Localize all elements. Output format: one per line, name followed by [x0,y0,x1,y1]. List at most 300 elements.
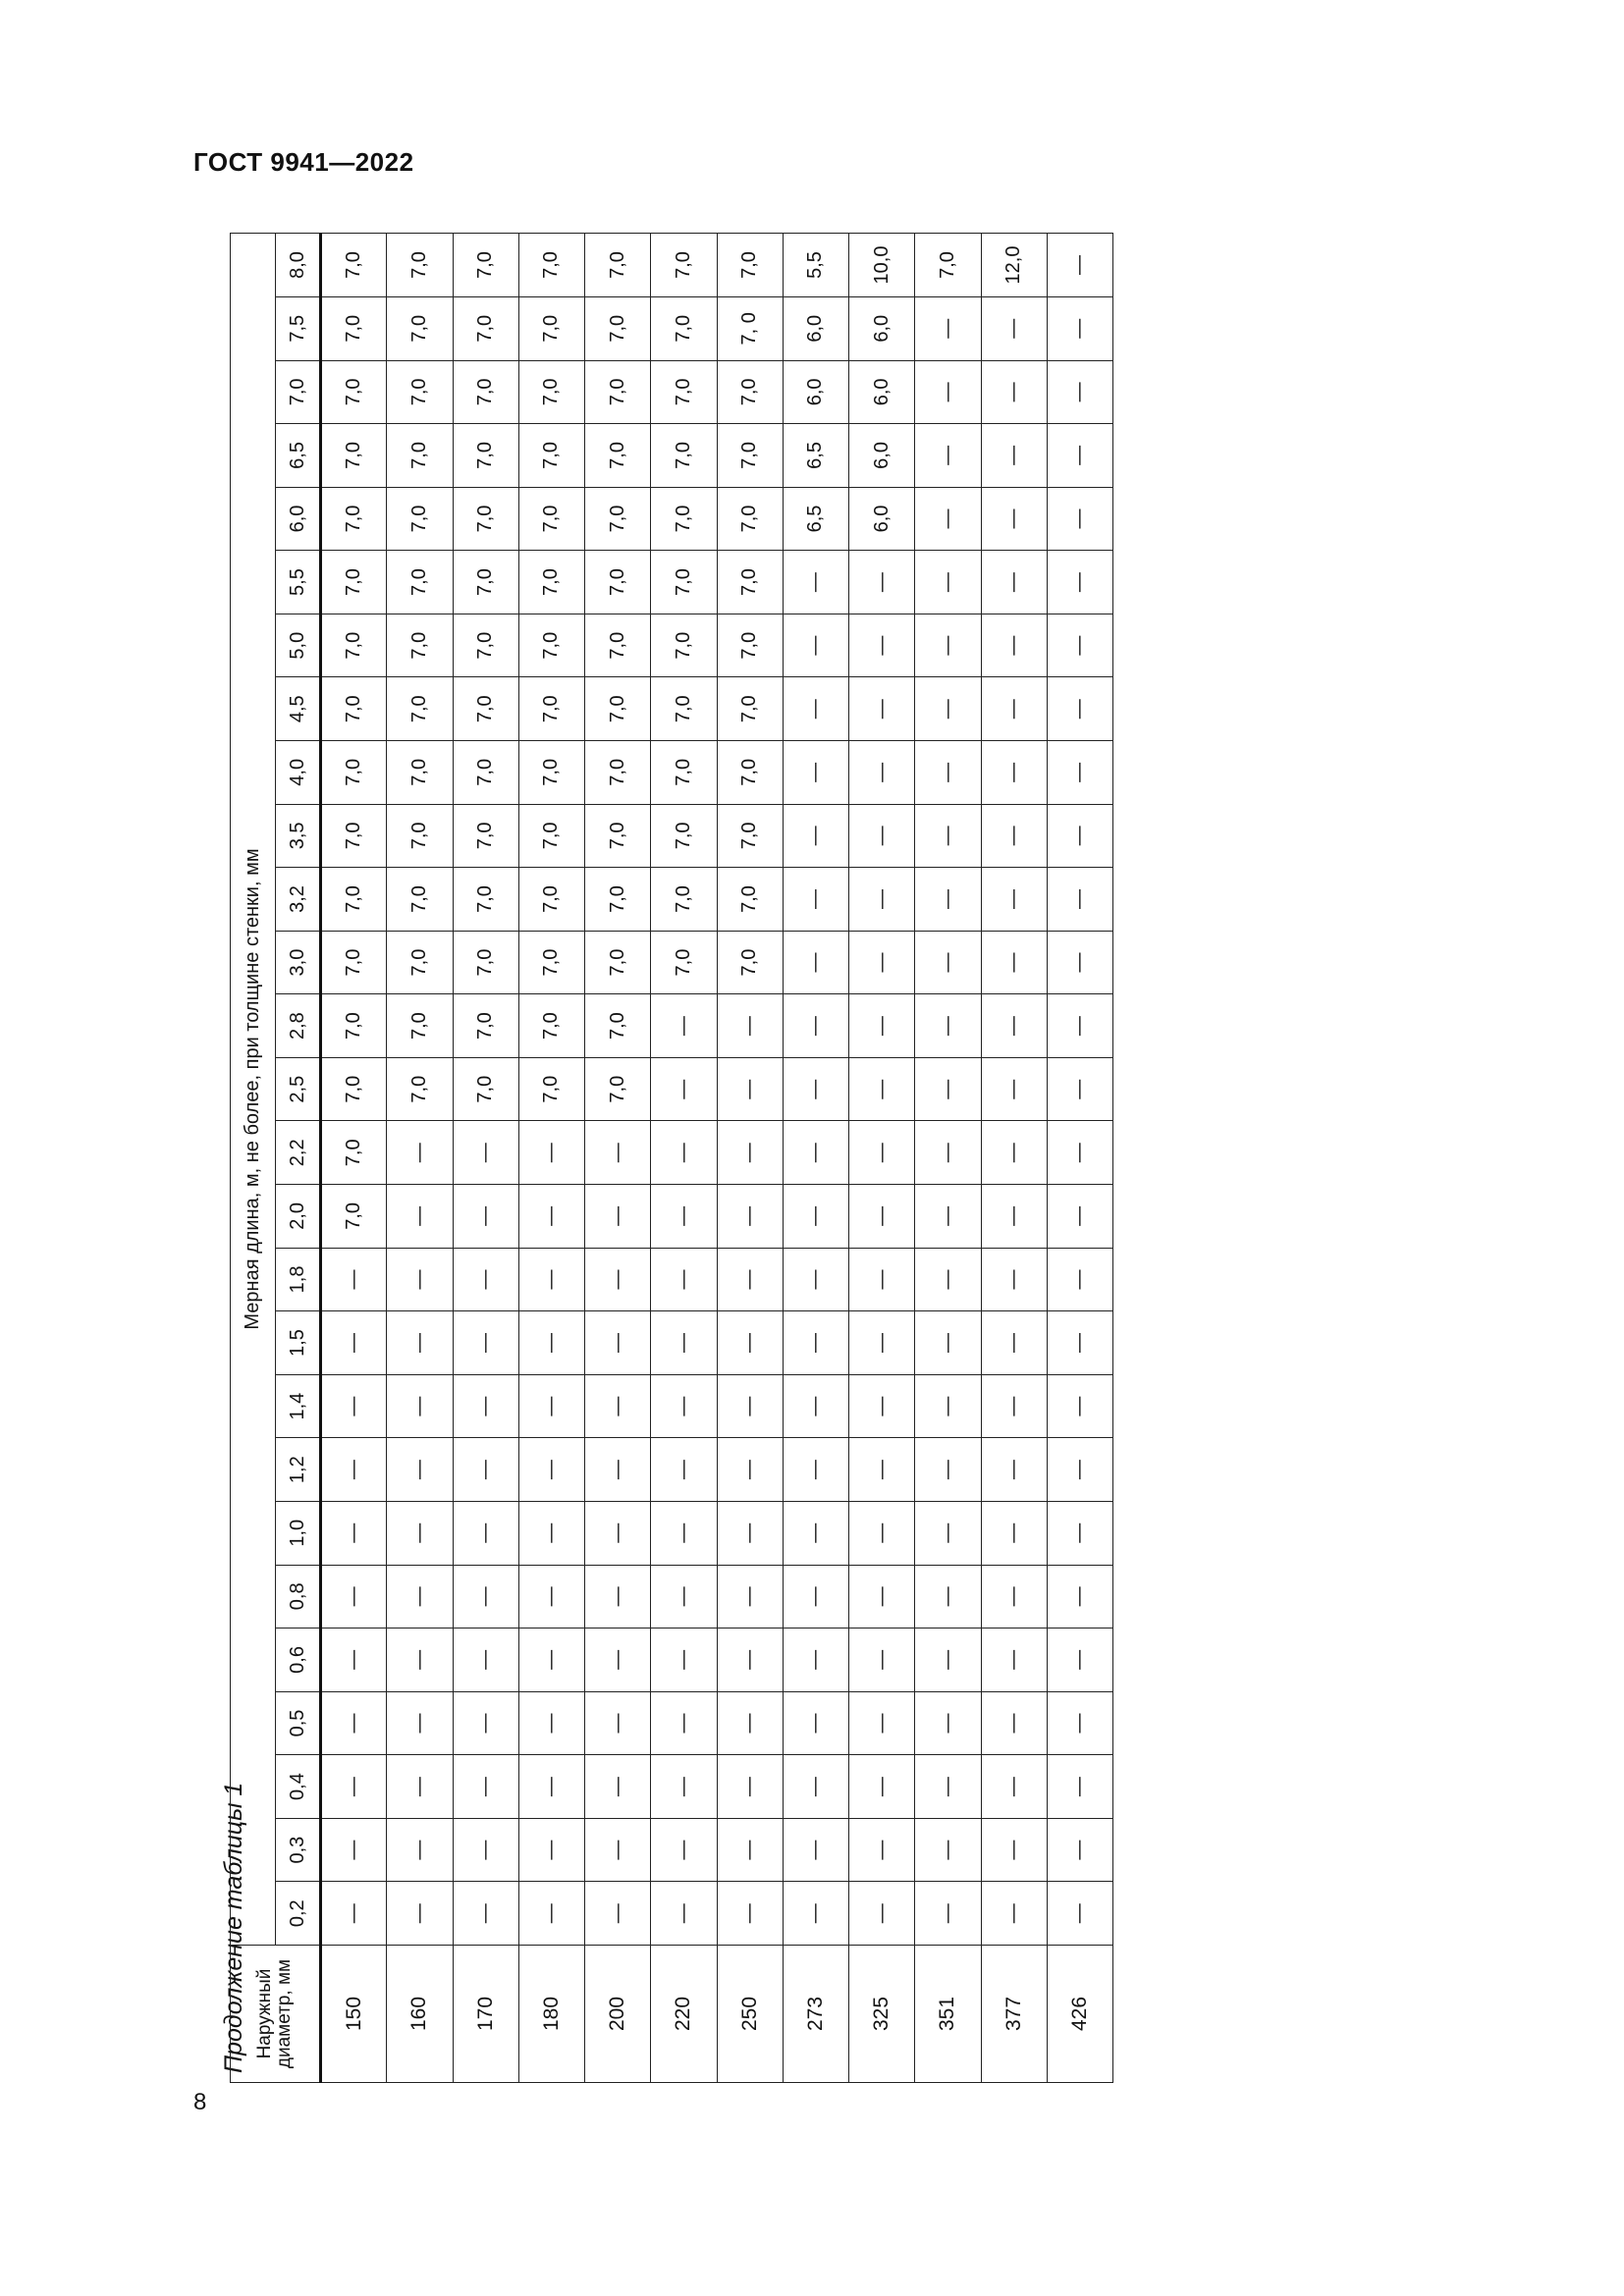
length-value-cell: 7,0 [518,424,584,488]
length-value-cell: 7,0 [321,551,387,614]
length-value-cell: — [915,1311,981,1375]
length-value-cell: — [321,1755,387,1819]
length-value-cell: — [518,1185,584,1249]
length-value-cell: 7,0 [387,994,453,1058]
length-value-cell: — [783,677,848,741]
length-value-cell: — [651,1121,717,1185]
length-value-cell: 6,5 [783,487,848,551]
length-value-cell: — [651,1057,717,1121]
length-value-cell: 7,0 [321,1121,387,1185]
table-row [1047,234,1112,2083]
length-value-cell: 7,0 [453,614,518,677]
length-value-cell: — [915,360,981,424]
length-value-cell: 7,0 [585,868,651,932]
thickness-header-cell: 3,2 [276,868,321,932]
table-row [585,234,651,2083]
length-value-cell: 7,0 [321,234,387,297]
length-value-cell: — [915,868,981,932]
length-value-cell: — [585,1629,651,1692]
length-value-cell: 7,0 [453,234,518,297]
thickness-header-cell: 3,5 [276,804,321,868]
header-row-thickness [276,234,321,2083]
length-value-cell: 7,0 [585,931,651,994]
length-value-cell: — [981,487,1047,551]
length-value-cell: — [1047,1311,1112,1375]
length-value-cell: — [849,1501,915,1565]
length-value-cell: — [321,1818,387,1882]
length-value-cell: — [981,424,1047,488]
length-value-cell: — [651,1629,717,1692]
length-value-cell: 7,0 [585,614,651,677]
length-value-cell: 7,0 [321,931,387,994]
length-value-cell: — [849,1374,915,1438]
length-value-cell: 7,0 [585,994,651,1058]
length-value-cell: — [585,1185,651,1249]
table-row [783,234,848,2083]
length-value-cell: 7,0 [651,296,717,360]
length-value-cell: — [518,1818,584,1882]
length-value-cell: — [717,1629,783,1692]
length-value-cell: — [717,1818,783,1882]
length-value-cell: 7,0 [585,234,651,297]
length-value-cell: — [717,1882,783,1946]
length-value-cell: 7,0 [651,234,717,297]
length-value-cell: — [717,1691,783,1755]
length-value-cell: — [651,1818,717,1882]
diameter-cell: 325 [849,1946,915,2083]
length-value-cell: 7,0 [321,677,387,741]
length-value-cell: 7,0 [387,677,453,741]
thickness-header-cell: 2,8 [276,994,321,1058]
length-value-cell: — [783,1882,848,1946]
length-value-cell: — [518,1311,584,1375]
length-value-cell: — [915,1121,981,1185]
length-value-cell: — [717,1057,783,1121]
pipe-length-table [230,233,1113,2083]
table-row [849,234,915,2083]
thickness-header-cell: 4,0 [276,741,321,805]
length-value-cell: 7,0 [585,1057,651,1121]
length-value-cell: 7,0 [321,994,387,1058]
length-value-cell: — [783,1818,848,1882]
length-value-cell: 7,0 [321,614,387,677]
thickness-header-cell: 7,0 [276,360,321,424]
length-value-cell: — [717,1438,783,1502]
length-value-cell: 7,0 [453,868,518,932]
length-value-cell: — [915,1565,981,1629]
thickness-header-cell: 7,5 [276,296,321,360]
length-value-cell: 7,0 [387,1057,453,1121]
length-value-cell: — [1047,1438,1112,1502]
length-value-cell: 7,0 [321,1185,387,1249]
length-value-cell: 7,0 [717,931,783,994]
length-value-cell: 7,0 [518,360,584,424]
length-value-cell: 7,0 [717,677,783,741]
length-value-cell: 7,0 [453,931,518,994]
length-value-cell: 7,0 [518,487,584,551]
length-value-cell: 10,0 [849,234,915,297]
length-value-cell: — [651,1755,717,1819]
length-value-cell: 7,0 [651,551,717,614]
length-value-cell: — [518,1438,584,1502]
length-value-cell: 7,0 [387,360,453,424]
length-value-cell: 7,0 [518,234,584,297]
length-value-cell: — [915,994,981,1058]
thickness-header-cell: 0,2 [276,1882,321,1946]
length-value-cell: — [585,1374,651,1438]
thickness-header-cell: 1,2 [276,1438,321,1502]
diameter-cell: 180 [518,1946,584,2083]
length-value-cell: 7,0 [651,741,717,805]
thickness-header-cell: 6,5 [276,424,321,488]
length-value-cell: — [717,1248,783,1311]
length-value-cell: — [453,1818,518,1882]
length-value-cell: — [981,1755,1047,1819]
length-value-cell: — [1047,234,1112,297]
length-value-cell: — [717,994,783,1058]
length-value-cell: — [518,1565,584,1629]
length-value-cell: — [1047,1691,1112,1755]
length-value-cell: 6,0 [849,424,915,488]
length-value-cell: — [717,1311,783,1375]
diameter-cell: 200 [585,1946,651,2083]
length-value-cell: — [783,1438,848,1502]
length-value-cell: — [783,1755,848,1819]
length-value-cell: — [387,1374,453,1438]
length-value-cell: 6,0 [849,487,915,551]
length-value-cell: — [321,1565,387,1629]
length-value-cell: — [915,1438,981,1502]
length-value-cell: 7,0 [651,424,717,488]
length-value-cell: — [387,1755,453,1819]
length-value-cell: — [1047,931,1112,994]
length-value-cell: — [783,1185,848,1249]
length-value-cell: — [849,804,915,868]
length-value-cell: — [981,1311,1047,1375]
length-value-cell: — [321,1629,387,1692]
length-value-cell: — [651,1248,717,1311]
length-value-cell: 7,0 [518,804,584,868]
length-value-cell: 7,0 [321,487,387,551]
length-value-cell: — [981,868,1047,932]
length-value-cell: — [981,551,1047,614]
length-value-cell: 7,0 [651,487,717,551]
length-value-cell: — [585,1818,651,1882]
length-value-cell: — [981,1818,1047,1882]
length-value-cell: 7,0 [651,677,717,741]
length-value-cell: 7,0 [387,234,453,297]
length-value-cell: 7,0 [651,931,717,994]
length-value-cell: — [585,1882,651,1946]
thickness-header-cell: 5,0 [276,614,321,677]
thickness-header-cell: 0,5 [276,1691,321,1755]
length-value-cell: — [981,1374,1047,1438]
length-value-cell: — [321,1438,387,1502]
length-value-cell: — [915,614,981,677]
length-value-cell: 7,0 [585,360,651,424]
length-value-cell: — [1047,1121,1112,1185]
length-value-cell: — [981,1438,1047,1502]
length-value-cell: 7,0 [387,804,453,868]
length-value-cell: — [915,1882,981,1946]
length-value-cell: 7,0 [518,994,584,1058]
table-row [518,234,584,2083]
length-value-cell: — [1047,1818,1112,1882]
length-value-cell: — [717,1374,783,1438]
table-row [387,234,453,2083]
length-value-cell: 5,5 [783,234,848,297]
diameter-cell: 377 [981,1946,1047,2083]
length-value-cell: — [1047,551,1112,614]
length-value-cell: — [915,1755,981,1819]
length-value-cell: — [1047,804,1112,868]
diameter-cell: 160 [387,1946,453,2083]
thickness-header-cell: 1,4 [276,1374,321,1438]
length-value-cell: 7,0 [453,487,518,551]
length-value-cell: — [981,1565,1047,1629]
length-value-cell: — [387,1882,453,1946]
length-value-cell: — [783,1629,848,1692]
length-value-cell: 7,0 [717,868,783,932]
length-value-cell: — [1047,994,1112,1058]
length-value-cell: — [1047,1755,1112,1819]
length-value-cell: — [981,1882,1047,1946]
length-value-cell: — [453,1248,518,1311]
length-value-cell: — [783,1565,848,1629]
table-row [717,234,783,2083]
thickness-header-cell: 3,0 [276,931,321,994]
length-value-cell: 7,0 [387,931,453,994]
length-value-cell: — [915,931,981,994]
length-value-cell: — [981,1501,1047,1565]
length-value-cell: — [849,551,915,614]
length-value-cell: — [849,1121,915,1185]
length-value-cell: 7,0 [453,296,518,360]
length-value-cell: — [1047,677,1112,741]
length-value-cell: — [453,1438,518,1502]
length-value-cell: 7,0 [518,551,584,614]
length-value-cell: 7,0 [453,551,518,614]
length-value-cell: — [387,1311,453,1375]
length-value-cell: 7,0 [585,551,651,614]
length-value-cell: 7,0 [387,551,453,614]
length-value-cell: — [915,1501,981,1565]
diameter-cell: 250 [717,1946,783,2083]
length-value-cell: — [585,1565,651,1629]
length-value-cell: — [981,1691,1047,1755]
length-value-cell: — [717,1565,783,1629]
table-row [321,234,387,2083]
length-value-cell: — [717,1755,783,1819]
length-value-cell: — [981,741,1047,805]
length-value-cell: — [321,1501,387,1565]
thickness-header-cell: 4,5 [276,677,321,741]
length-value-cell: 6,0 [849,296,915,360]
length-value-cell: — [915,487,981,551]
length-value-cell: — [387,1121,453,1185]
length-value-cell: — [849,1057,915,1121]
length-value-cell: — [651,1565,717,1629]
diameter-cell: 150 [321,1946,387,2083]
length-value-cell: 7,0 [717,551,783,614]
length-value-cell: — [783,1311,848,1375]
header-row-group [231,234,276,2083]
length-value-cell: — [783,868,848,932]
length-value-cell: — [783,551,848,614]
length-value-cell: 7,0 [585,804,651,868]
length-value-cell: — [717,1501,783,1565]
length-value-cell: — [783,741,848,805]
length-value-cell: — [981,360,1047,424]
length-value-cell: — [981,1057,1047,1121]
length-value-cell: — [783,1501,848,1565]
length-value-cell: 7,0 [585,741,651,805]
length-value-cell: — [1047,741,1112,805]
thickness-header-cell: 2,5 [276,1057,321,1121]
diameter-cell: 273 [783,1946,848,2083]
length-value-cell: — [981,994,1047,1058]
thickness-header-cell: 1,0 [276,1501,321,1565]
length-value-cell: — [518,1691,584,1755]
length-value-cell: 7,0 [387,487,453,551]
length-value-cell: — [915,1374,981,1438]
length-value-cell: — [849,1882,915,1946]
length-value-cell: — [783,994,848,1058]
thickness-header-cell: 8,0 [276,234,321,297]
length-value-cell: — [783,931,848,994]
length-value-cell: — [651,1438,717,1502]
thickness-header-cell: 5,5 [276,551,321,614]
length-value-cell: — [1047,424,1112,488]
length-value-cell: — [783,1374,848,1438]
length-value-cell: — [518,1629,584,1692]
length-value-cell: 7,0 [453,360,518,424]
length-value-cell: — [453,1501,518,1565]
length-value-cell: — [915,424,981,488]
length-value-cell: 7,0 [518,296,584,360]
length-value-cell: — [1047,1185,1112,1249]
length-value-cell: 7,0 [321,360,387,424]
length-value-cell: 7,0 [585,296,651,360]
length-value-cell: — [717,1121,783,1185]
length-value-cell: 7,0 [453,741,518,805]
thickness-header-cell: 2,2 [276,1121,321,1185]
length-value-cell: — [585,1121,651,1185]
diameter-cell: 170 [453,1946,518,2083]
length-value-cell: — [387,1818,453,1882]
length-value-cell: — [981,296,1047,360]
length-value-cell: — [981,1185,1047,1249]
length-value-cell: — [981,1248,1047,1311]
length-value-cell: — [1047,1057,1112,1121]
length-value-cell: — [321,1374,387,1438]
length-value-cell: — [453,1121,518,1185]
length-value-cell: 7,0 [518,741,584,805]
length-value-cell: 7,0 [717,424,783,488]
table-container [230,233,1113,2083]
length-value-cell: 7,0 [518,677,584,741]
length-value-cell: — [915,1248,981,1311]
length-value-cell: 7,0 [518,931,584,994]
length-value-cell: — [453,1755,518,1819]
length-value-cell: — [585,1438,651,1502]
thickness-header-cell: 0,6 [276,1629,321,1692]
length-value-cell: 7,0 [321,741,387,805]
length-value-cell: — [518,1121,584,1185]
length-value-cell: — [321,1882,387,1946]
length-value-cell: 7,0 [717,741,783,805]
length-value-cell: — [585,1501,651,1565]
length-value-cell: — [321,1248,387,1311]
length-value-cell: 7,0 [387,296,453,360]
length-value-cell: — [321,1311,387,1375]
length-value-cell: — [849,1438,915,1502]
length-value-cell: 7,0 [321,296,387,360]
length-value-cell: — [1047,360,1112,424]
length-value-cell: — [387,1501,453,1565]
length-value-cell: — [981,1629,1047,1692]
length-value-cell: — [651,1501,717,1565]
length-value-cell: — [849,1755,915,1819]
length-value-cell: 7,0 [387,614,453,677]
length-value-cell: 7,0 [321,804,387,868]
length-value-cell: 6,5 [783,424,848,488]
length-value-cell: 7,0 [585,424,651,488]
corner-header-cell: Наружный диаметр, мм [231,1946,321,2083]
length-value-cell: 7,0 [453,677,518,741]
length-value-cell: — [387,1691,453,1755]
thickness-header-cell: 1,8 [276,1248,321,1311]
length-value-cell: 7, 0 [717,296,783,360]
length-value-cell: — [783,614,848,677]
length-value-cell: — [585,1248,651,1311]
length-value-cell: — [849,1311,915,1375]
length-value-cell: 7,0 [321,868,387,932]
length-value-cell: 7,0 [453,1057,518,1121]
length-value-cell: — [453,1882,518,1946]
diameter-cell: 426 [1047,1946,1112,2083]
length-value-cell: — [981,677,1047,741]
table-row [981,234,1047,2083]
length-value-cell: 6,0 [849,360,915,424]
length-value-cell: — [915,1185,981,1249]
length-value-cell: — [981,931,1047,994]
thickness-header-cell: 0,8 [276,1565,321,1629]
length-value-cell: — [453,1185,518,1249]
length-value-cell: — [585,1755,651,1819]
length-value-cell: 7,0 [387,741,453,805]
length-value-cell: — [453,1691,518,1755]
length-value-cell: — [915,1629,981,1692]
length-value-cell: — [1047,487,1112,551]
length-value-cell: — [915,551,981,614]
length-value-cell: — [849,1691,915,1755]
length-value-cell: — [849,994,915,1058]
length-value-cell: — [849,1248,915,1311]
length-value-cell: 7,0 [585,677,651,741]
length-value-cell: — [585,1311,651,1375]
length-value-cell: — [651,1882,717,1946]
length-value-cell: 7,0 [453,804,518,868]
length-value-cell: — [387,1629,453,1692]
length-value-cell: — [651,1311,717,1375]
length-value-cell: — [1047,868,1112,932]
length-value-cell: — [915,741,981,805]
length-value-cell: — [453,1565,518,1629]
length-value-cell: — [981,1121,1047,1185]
length-value-cell: 7,0 [651,614,717,677]
page-number: 8 [193,2089,207,2115]
